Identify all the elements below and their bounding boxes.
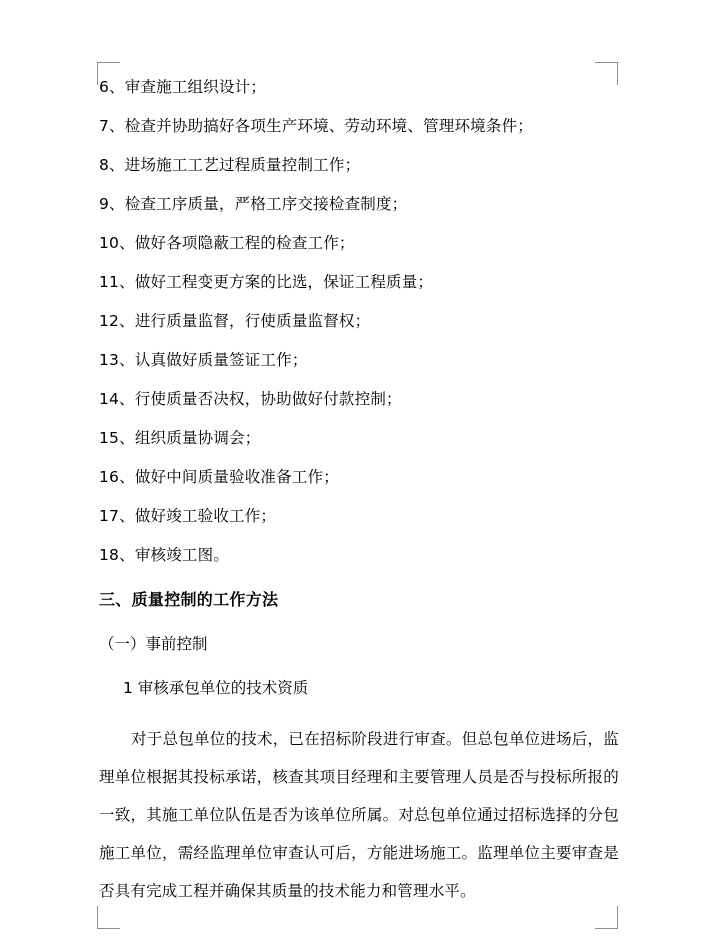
list-item: 9、检查工序质量，严格工序交接检查制度； (99, 195, 408, 213)
list-item: 7、检查并协助搞好各项生产环境、劳动环境、管理环境条件； (99, 117, 533, 135)
list-item: 10、做好各项隐蔽工程的检查工作； (99, 234, 355, 252)
list-item: 18、审核竣工图。 (99, 546, 230, 564)
list-item: 13、认真做好质量签证工作； (99, 351, 308, 369)
list-item: 16、做好中间质量验收准备工作； (99, 468, 339, 486)
list-item: 6、审查施工组织设计； (99, 78, 267, 96)
list-item: 15、组织质量协调会； (99, 429, 261, 447)
body-paragraph: 对于总包单位的技术，已在招标阶段进行审查。但总包单位进场后，监理单位根据其投标承诺，核查其项目经理和主要管理人员是否与投标所报的一致，其施工单位队伍是否为该单位所属。对总包单位通过招标选择的分包施工单位，需经监理单位审查认可后，方能进场施工。监理单位主要审查是否具有完成工程并确保其质量的技术能力和管理水平。 (99, 730, 619, 900)
list-item: 11、做好工程变更方案的比选，保证工程质量； (99, 273, 434, 291)
list-item: 14、行使质量否决权，协助做好付款控制； (99, 390, 402, 408)
list-item: 17、做好竣工验收工作； (99, 507, 277, 525)
section-heading: 三、质量控制的工作方法 (99, 590, 279, 609)
list-item: 12、进行质量监督，行使质量监督权； (99, 312, 371, 330)
list-item: 8、进场施工工艺过程质量控制工作； (99, 156, 361, 174)
subsection-heading: （一）事前控制 (99, 635, 208, 653)
document-body (99, 80, 619, 910)
item-title: 1 审核承包单位的技术资质 (123, 679, 309, 697)
